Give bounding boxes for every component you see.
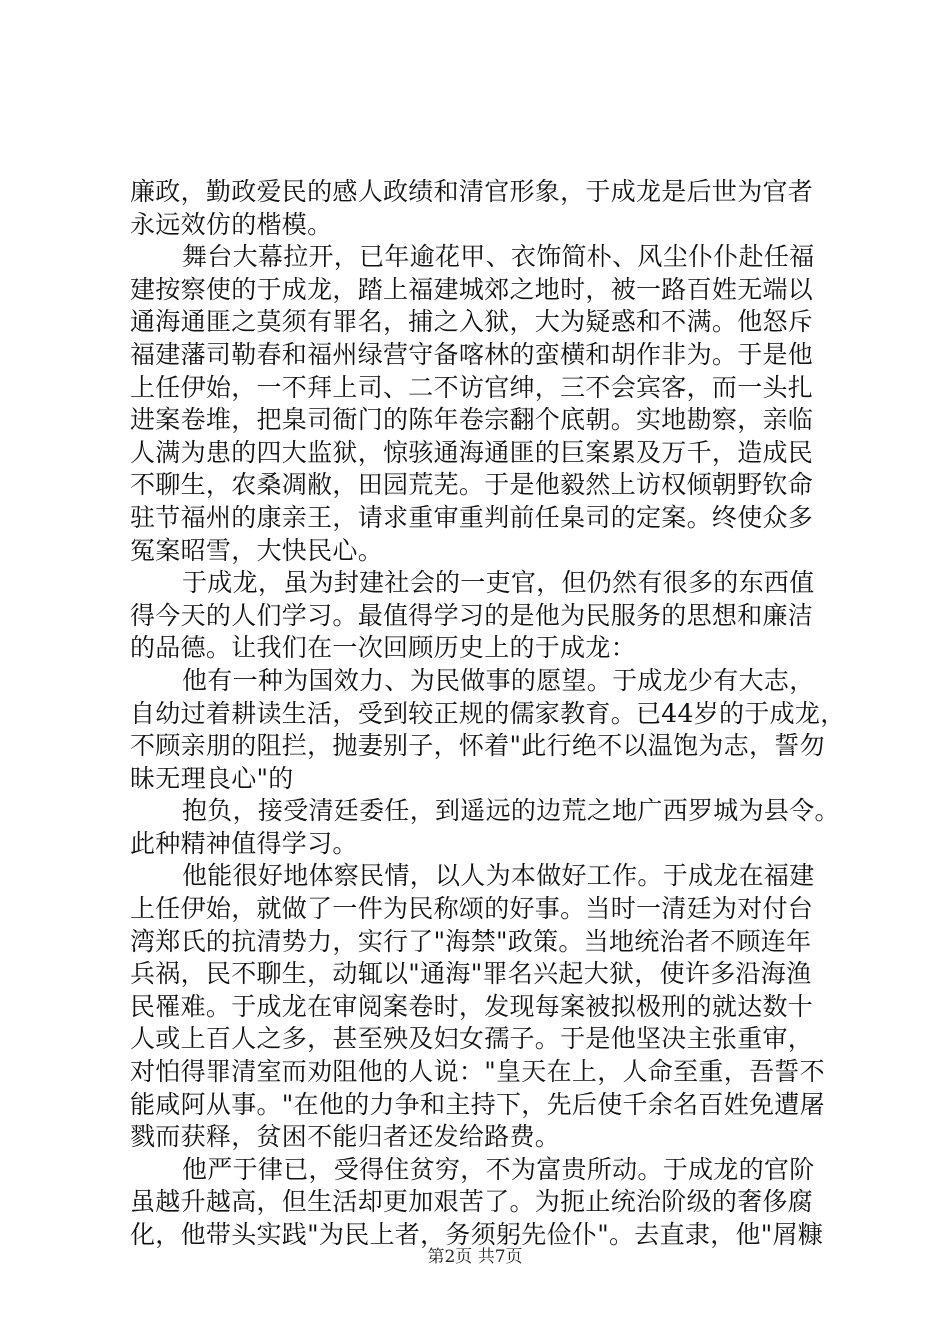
- text-line: 人或上百人之多，甚至殃及妇女孺子。于是他坚决主张重审，: [130, 1024, 814, 1054]
- text-line: 对怕得罪清室而劝阻他的人说："皇天在上，人命至重，吾誓不: [130, 1057, 825, 1087]
- text-line: 他能很好地体察民情，以人为本做好工作。于成龙在福建: [182, 861, 815, 891]
- text-line: 湾郑氏的抗清势力，实行了"海禁"政策。当地统治者不顾连年: [130, 926, 812, 956]
- text-line: 的品德。让我们在一次回顾历史上的于成龙：: [130, 633, 637, 663]
- text-line: 于成龙，虽为封建社会的一吏官，但仍然有很多的东西值: [182, 568, 815, 598]
- text-line: 进案卷堆，把臬司衙门的陈年卷宗翻个底朝。实地勘察，亲临: [130, 405, 814, 435]
- text-line: 永远效仿的楷模。: [130, 209, 333, 239]
- text-line: 驻节福州的康亲王，请求重审重判前任臬司的定案。终使众多: [130, 502, 814, 532]
- text-line: 上任伊始，一不拜上司、二不访官绅，三不会宾客，而一头扎: [130, 372, 814, 402]
- text-line: 化，他带头实践"为民上者，务须躬先俭仆"。去直隶，他"屑糠: [130, 1220, 824, 1249]
- text-line: 他严于律已，受得住贫穷，不为富贵所动。于成龙的官阶: [182, 1154, 815, 1184]
- text-line: 上任伊始，就做了一件为民称颂的好事。当时一清廷为对付台: [130, 894, 814, 924]
- text-line: 自幼过着耕读生活，受到较正规的儒家教育。已44岁的于成龙，: [130, 698, 846, 728]
- text-line: 虽越升越高，但生活却更加艰苦了。为扼止统治阶级的奢侈腐: [130, 1187, 814, 1217]
- text-line: 廉政，勤政爱民的感人政绩和清官形象，于成龙是后世为官者: [130, 177, 814, 206]
- text-line: 不顾亲朋的阻拦，抛妻别子，怀着"此行绝不以温饱为志，誓勿: [130, 731, 825, 761]
- text-line: 他有一种为国效力、为民做事的愿望。于成龙少有大志，: [182, 665, 815, 695]
- text-line: 戮而获释，贫困不能归者还发给路费。: [130, 1122, 561, 1152]
- text-line: 此种精神值得学习。: [130, 828, 358, 858]
- text-line: 能咸阿从事。"在他的力争和主持下，先后使千余名百姓免遭屠: [130, 1089, 825, 1119]
- text-line: 民罹难。于成龙在审阅案卷时，发现每案被拟极刑的就达数十: [130, 991, 814, 1021]
- page-footer: 第2页 共7页: [427, 1247, 523, 1267]
- text-line: 福建藩司勒春和福州绿营守备喀林的蛮横和胡作非为。于是他: [130, 339, 814, 369]
- text-line: 兵祸，民不聊生，动辄以"通海"罪名兴起大狱，使许多沿海渔: [130, 959, 812, 989]
- text-line: 不聊生，农桑凋敝，田园荒芜。于是他毅然上访权倾朝野钦命: [130, 470, 814, 500]
- text-line: 抱负，接受清廷委任，到遥远的边荒之地广西罗城为县令。: [182, 796, 840, 826]
- text-line: 舞台大幕拉开，已年逾花甲、衣饰简朴、风尘仆仆赴任福: [182, 242, 815, 272]
- document-body: [130, 176, 850, 1252]
- text-line: 得今天的人们学习。最值得学习的是他为民服务的思想和廉洁: [130, 600, 814, 630]
- text-line: 人满为患的四大监狱，惊骇通海通匪的巨案累及万千，造成民: [130, 437, 814, 467]
- text-line: 冤案昭雪，大快民心。: [130, 535, 384, 565]
- text-line: 昧无理良心"的: [130, 763, 294, 793]
- text-line: 通海通匪之莫须有罪名，捕之入狱，大为疑惑和不满。他怒斥: [130, 307, 814, 337]
- text-line: 建按察使的于成龙，踏上福建城郊之地时，被一路百姓无端以: [130, 274, 814, 304]
